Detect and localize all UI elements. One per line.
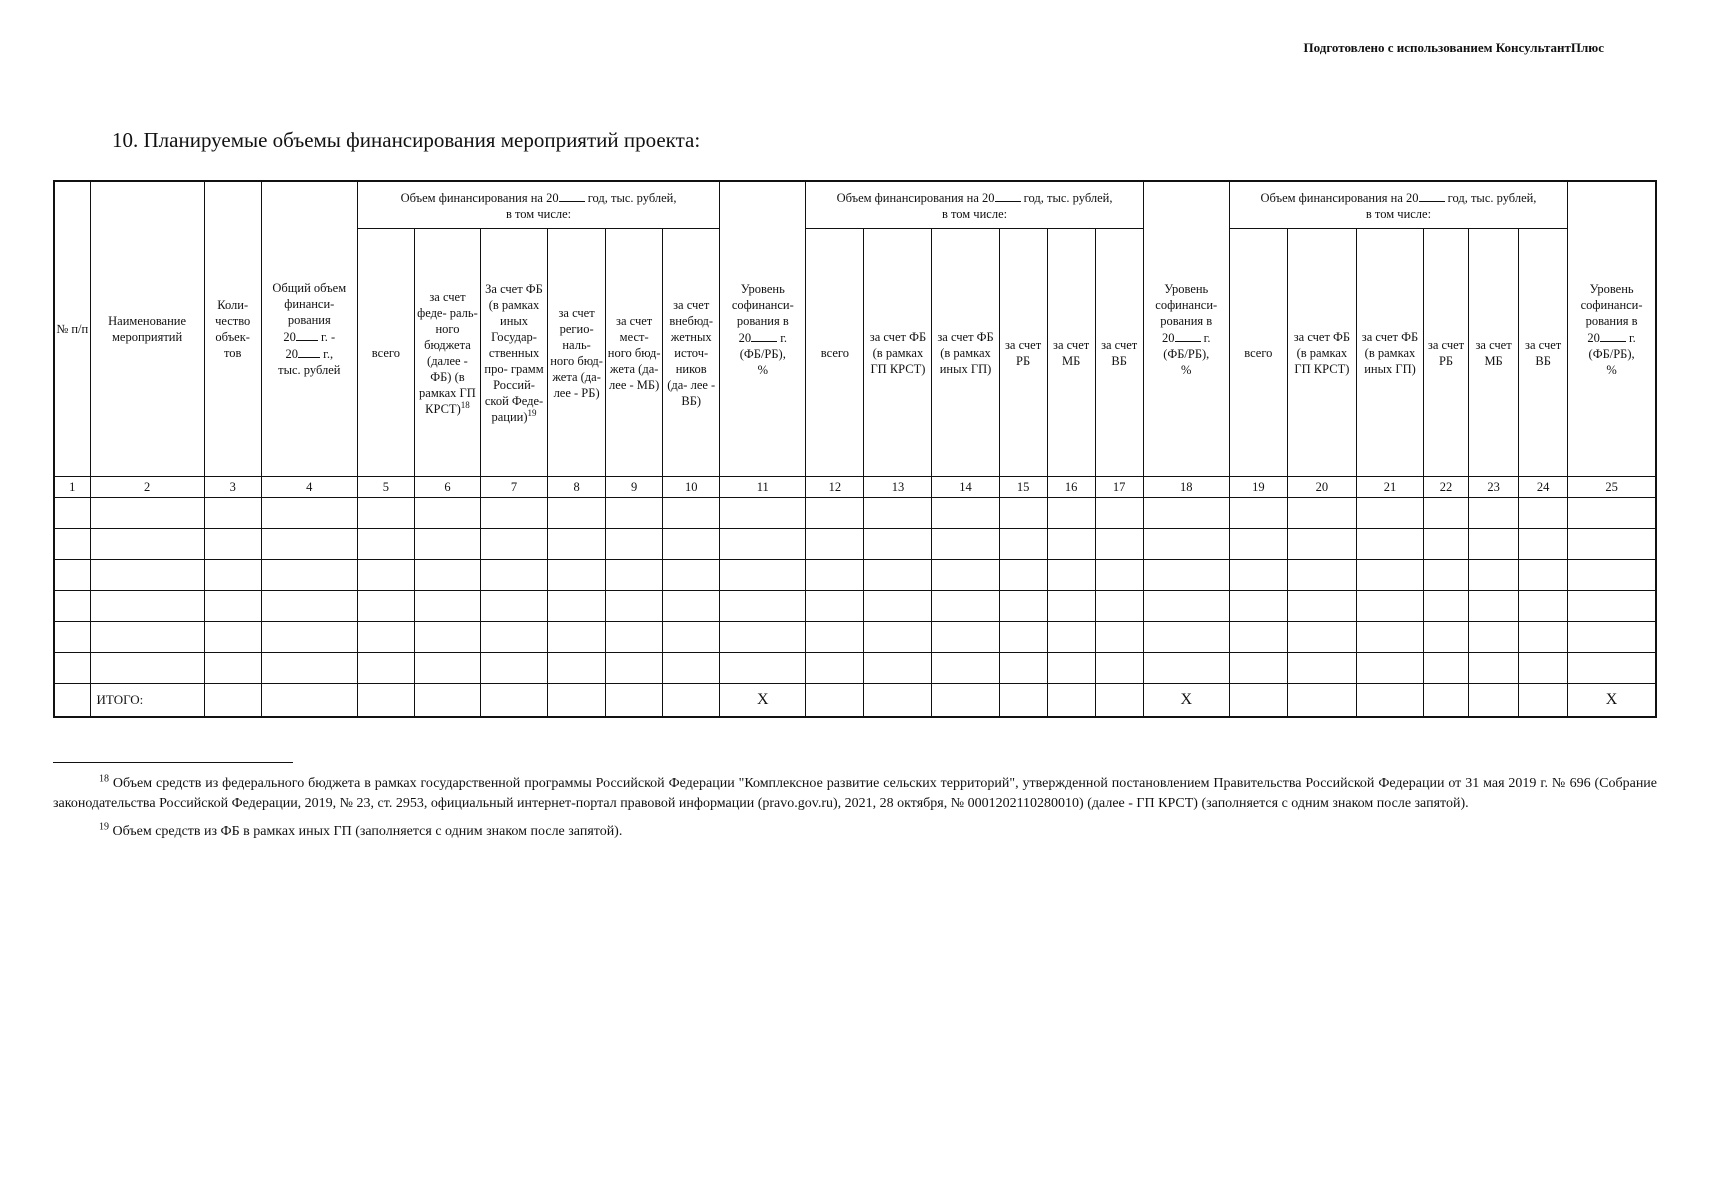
input-cell[interactable] [1469,591,1519,622]
column-number: 17 [1095,477,1143,498]
input-cell[interactable] [1143,498,1229,529]
header-total [261,181,357,477]
column-number: 6 [414,477,480,498]
group-head-3 [1229,181,1567,229]
footnote-19 [53,822,1657,842]
subheader-g3-3 [1356,229,1423,477]
subheader-text: за счет регио- наль- ного бюд- жета (да- лее - РБ) [550,305,603,400]
column-number: 13 [864,477,932,498]
subheader-text: за счет ФБ (в рамках ГП КРСТ) [1293,329,1351,376]
input-cell[interactable] [864,591,932,622]
input-cell[interactable] [999,653,1047,684]
total-year-end-suffix: г., [323,347,334,362]
level-year: 20 [1162,330,1175,345]
input-cell[interactable] [1229,591,1287,622]
total-cell [480,684,547,717]
input-cell[interactable] [663,498,720,529]
input-cell[interactable] [864,622,932,653]
input-cell[interactable] [1568,622,1656,653]
column-number: 25 [1568,477,1656,498]
subheader-text: всего [820,345,849,360]
input-cell[interactable] [548,498,606,529]
input-cell[interactable] [54,529,90,560]
input-cell[interactable] [204,591,261,622]
input-cell[interactable] [606,653,663,684]
input-cell[interactable] [90,560,204,591]
input-cell[interactable] [90,498,204,529]
input-cell[interactable] [1519,529,1568,560]
column-number: 3 [204,477,261,498]
input-cell[interactable] [1469,653,1519,684]
subheader-text: за счет МБ [1053,337,1090,368]
group-title-end: год, тыс. рублей, [1447,190,1537,205]
input-cell[interactable] [1356,591,1423,622]
header-count: Коли- чество объек- тов [204,181,261,477]
input-cell[interactable] [720,498,806,529]
input-cell[interactable] [720,622,806,653]
total-row [54,684,1656,717]
level-line1: Уровень софинанси- рования в [1155,281,1218,328]
input-cell[interactable] [1095,622,1143,653]
input-cell[interactable] [1424,653,1469,684]
input-cell[interactable] [1356,560,1423,591]
footnote-num: 19 [99,821,109,833]
input-cell[interactable] [414,498,480,529]
input-cell[interactable] [1047,529,1095,560]
input-cell[interactable] [1356,498,1423,529]
total-cell [1287,684,1356,717]
input-cell[interactable] [357,653,414,684]
section-title: 10. Планируемые объемы финансирования мероприятий проекта: [112,128,701,152]
input-cell[interactable] [1287,498,1356,529]
input-cell[interactable] [1287,622,1356,653]
input-cell[interactable] [414,560,480,591]
input-cell[interactable] [1143,653,1229,684]
input-cell[interactable] [480,498,547,529]
input-cell[interactable] [1095,653,1143,684]
input-cell[interactable] [1229,622,1287,653]
input-cell[interactable] [663,591,720,622]
input-cell[interactable] [999,560,1047,591]
input-cell[interactable] [261,653,357,684]
subheader-text: за счет внебюд- жетных источ- ников (да- лее - ВБ) [667,297,716,408]
level-year-suffix: г. [780,330,788,345]
input-cell[interactable] [720,653,806,684]
total-cell [1519,684,1568,717]
input-cell[interactable] [1424,622,1469,653]
column-number: 9 [606,477,663,498]
input-cell[interactable] [480,591,547,622]
footnote-rule [53,762,293,763]
column-number: 14 [932,477,999,498]
input-cell[interactable] [999,529,1047,560]
input-cell[interactable] [204,498,261,529]
total-cell [1095,684,1143,717]
footnote-ref: 19 [527,407,537,418]
input-cell[interactable] [1047,622,1095,653]
total-cell [204,684,261,717]
input-cell[interactable] [806,591,864,622]
input-cell[interactable] [90,653,204,684]
input-cell[interactable] [932,529,999,560]
column-number-row [54,477,1656,498]
subheader-text: за счет ФБ (в рамках иных ГП) [937,329,994,376]
total-cell [999,684,1047,717]
subheader-text: всего [1244,345,1273,360]
input-cell[interactable] [357,591,414,622]
total-year-start: 20 [283,330,296,345]
consultant-plus-note: Подготовлено с использованием КонсультантПлюс [1303,40,1604,55]
input-cell[interactable] [1229,560,1287,591]
input-cell[interactable] [548,653,606,684]
input-cell[interactable] [606,560,663,591]
not-applicable-mark: Х [1143,684,1229,717]
input-cell[interactable] [806,653,864,684]
input-cell[interactable] [1047,560,1095,591]
not-applicable-mark: Х [720,684,806,717]
header-level-3 [1568,181,1656,477]
input-cell[interactable] [1229,653,1287,684]
total-cell [806,684,864,717]
input-cell[interactable] [1095,560,1143,591]
input-cell[interactable] [90,529,204,560]
subheader-g1-1 [357,229,414,477]
input-cell[interactable] [1519,560,1568,591]
subheader-g1-5 [606,229,663,477]
level-line1: Уровень софинанси- рования в [1580,281,1643,328]
input-cell[interactable] [1287,560,1356,591]
input-cell[interactable] [806,560,864,591]
column-number: 20 [1287,477,1356,498]
footnote-ref: 18 [460,399,470,410]
column-number: 10 [663,477,720,498]
input-cell[interactable] [1424,529,1469,560]
input-cell[interactable] [1095,591,1143,622]
subheader-text: за счет ФБ (в рамках иных ГП) [1361,329,1419,376]
subheader-text: за счет ВБ [1101,337,1138,368]
input-cell[interactable] [1519,498,1568,529]
column-number: 16 [1047,477,1095,498]
input-cell[interactable] [1047,498,1095,529]
total-cell [932,684,999,717]
input-cell[interactable] [1143,529,1229,560]
input-cell[interactable] [1287,591,1356,622]
input-cell[interactable] [54,653,90,684]
subheader-text: за счет феде- раль- ного бюджета (далее - ФБ) (в рамках ГП КРСТ) [417,289,478,416]
footnote-18 [53,774,1657,814]
level-unit: % [1181,362,1192,377]
total-cell [606,684,663,717]
input-cell[interactable] [606,498,663,529]
input-cell[interactable] [999,591,1047,622]
header-level-1 [720,181,806,477]
input-cell[interactable] [1568,591,1656,622]
input-cell[interactable] [1095,529,1143,560]
input-cell[interactable] [548,622,606,653]
input-cell[interactable] [1287,653,1356,684]
input-cell[interactable] [1143,560,1229,591]
footnote-text: Объем средств из федерального бюджета в рамках государственной программы Российской Федерации "Комплексное развитие сельских территорий", утвержденной постановлением Правительства Российской Федерации от 31 мая 2019 г. № 696 (Собрание законодательства Российской Федерации, 2019, № 23, ст. 2953, официальный интернет-портал правовой информации (pravo.gov.ru), 2021, 28 октября, № 0001202110280010) (далее - ГП КРСТ) (заполняется с одним знаком после запятой). [53,776,1658,811]
total-cell [1424,684,1469,717]
level-year: 20 [738,330,752,345]
input-cell[interactable] [1095,498,1143,529]
column-number: 18 [1143,477,1229,498]
total-cell [1469,684,1519,717]
input-cell[interactable] [1356,622,1423,653]
group-title-end: год, тыс. рублей, [587,190,677,205]
input-cell[interactable] [54,591,90,622]
total-cell [261,684,357,717]
input-cell[interactable] [1229,498,1287,529]
column-number: 12 [806,477,864,498]
subheader-g2-4 [999,229,1047,477]
input-cell[interactable] [1229,529,1287,560]
input-cell[interactable] [414,591,480,622]
subheader-g1-3 [480,229,547,477]
subheader-text: за счет ФБ (в рамках ГП КРСТ) [869,329,927,376]
input-cell[interactable] [1519,653,1568,684]
footnote-num: 18 [99,773,109,785]
total-line1: Общий объем финанси- рования [272,281,347,328]
group-subtitle: в том числе: [941,206,1008,221]
input-cell[interactable] [606,591,663,622]
footnotes [53,774,1657,850]
input-cell[interactable] [414,653,480,684]
subheader-g2-5 [1047,229,1095,477]
group-title-start: Объем финансирования на 20 [1260,190,1419,205]
input-cell[interactable] [864,560,932,591]
input-cell[interactable] [548,529,606,560]
input-cell[interactable] [806,622,864,653]
subheader-text: За счет ФБ (в рамках иных Государ- ственных про- грамм Россий- ской Феде- рации) [484,281,544,424]
input-cell[interactable] [932,498,999,529]
input-cell[interactable] [720,591,806,622]
input-cell[interactable] [54,622,90,653]
total-cell [357,684,414,717]
subheader-g2-2 [864,229,932,477]
level-unit: % [1606,362,1617,377]
input-cell[interactable] [720,529,806,560]
input-cell[interactable] [1469,498,1519,529]
input-cell[interactable] [480,560,547,591]
input-cell[interactable] [1469,560,1519,591]
column-number: 1 [54,477,90,498]
input-cell[interactable] [414,529,480,560]
level-year: 20 [1587,330,1600,345]
input-cell[interactable] [606,622,663,653]
table-row [54,529,1656,560]
total-cell [548,684,606,717]
input-cell[interactable] [663,529,720,560]
table-row [54,498,1656,529]
input-cell[interactable] [90,622,204,653]
subheader-g3-2 [1287,229,1356,477]
column-number: 7 [480,477,547,498]
total-cell [414,684,480,717]
total-label: ИТОГО: [90,684,204,717]
input-cell[interactable] [1143,622,1229,653]
input-cell[interactable] [932,622,999,653]
input-cell[interactable] [90,591,204,622]
column-number: 11 [720,477,806,498]
input-cell[interactable] [1424,591,1469,622]
header-level-2 [1143,181,1229,477]
level-line3: (ФБ/РБ), [739,346,786,361]
table-row [54,622,1656,653]
input-cell[interactable] [1568,560,1656,591]
total-year-end: 20 [285,347,298,362]
subheader-text: за счет РБ [1004,337,1042,368]
input-cell[interactable] [1568,529,1656,560]
input-cell[interactable] [606,529,663,560]
footnote-text: Объем средств из ФБ в рамках иных ГП (заполняется с одним знаком после запятой). [112,824,623,839]
subheader-g3-1 [1229,229,1287,477]
input-cell[interactable] [1287,529,1356,560]
level-unit: % [757,362,768,377]
input-cell[interactable] [1356,529,1423,560]
input-cell[interactable] [261,529,357,560]
input-cell[interactable] [1568,653,1656,684]
input-cell[interactable] [204,653,261,684]
input-cell[interactable] [932,653,999,684]
input-cell[interactable] [999,498,1047,529]
input-cell[interactable] [1356,653,1423,684]
group-subtitle: в том числе: [1365,206,1432,221]
subheader-g1-4 [548,229,606,477]
subheader-g2-1 [806,229,864,477]
input-cell[interactable] [1519,622,1568,653]
input-cell[interactable] [357,498,414,529]
input-cell[interactable] [357,529,414,560]
subheader-text: всего [371,345,400,360]
table-row [54,591,1656,622]
group-title-start: Объем финансирования на 20 [836,190,995,205]
table-row [54,653,1656,684]
subheader-g3-4 [1424,229,1469,477]
input-cell[interactable] [261,591,357,622]
financing-table [53,180,1657,718]
input-cell[interactable] [548,591,606,622]
input-cell[interactable] [261,560,357,591]
input-cell[interactable] [480,653,547,684]
header-name: Наименование мероприятий [90,181,204,477]
group-title-start: Объем финансирования на 20 [400,190,559,205]
total-cell [54,684,90,717]
input-cell[interactable] [663,653,720,684]
input-cell[interactable] [1047,653,1095,684]
input-cell[interactable] [663,622,720,653]
subheader-g3-6 [1519,229,1568,477]
group-title-end: год, тыс. рублей, [1023,190,1113,205]
input-cell[interactable] [806,498,864,529]
input-cell[interactable] [1519,591,1568,622]
input-cell[interactable] [54,498,90,529]
input-cell[interactable] [204,529,261,560]
header-row-1 [54,181,1656,229]
input-cell[interactable] [548,560,606,591]
level-line3: (ФБ/РБ), [1588,346,1635,361]
subheader-text: за счет МБ [1475,337,1512,368]
table-row [54,560,1656,591]
subheader-g2-3 [932,229,999,477]
column-number: 23 [1469,477,1519,498]
input-cell[interactable] [663,560,720,591]
not-applicable-mark: Х [1568,684,1656,717]
level-year-suffix: г. [1203,330,1211,345]
subheader-text: за счет ВБ [1525,337,1562,368]
input-cell[interactable] [864,653,932,684]
column-number: 22 [1424,477,1469,498]
column-number: 21 [1356,477,1423,498]
input-cell[interactable] [1424,560,1469,591]
total-cell [1047,684,1095,717]
input-cell[interactable] [204,560,261,591]
level-line3: (ФБ/РБ), [1163,346,1210,361]
subheader-g1-2 [414,229,480,477]
input-cell[interactable] [1469,529,1519,560]
header-num: № п/п [54,181,90,477]
total-cell [1356,684,1423,717]
input-cell[interactable] [357,622,414,653]
input-cell[interactable] [1143,591,1229,622]
column-number: 24 [1519,477,1568,498]
input-cell[interactable] [720,560,806,591]
subheader-text: за счет мест- ного бюд- жета (да- лее - МБ) [607,313,661,392]
group-subtitle: в том числе: [505,206,572,221]
input-cell[interactable] [480,529,547,560]
total-cell [1229,684,1287,717]
subheader-g3-5 [1469,229,1519,477]
input-cell[interactable] [1568,498,1656,529]
group-head-1 [357,181,719,229]
total-cell [663,684,720,717]
input-cell[interactable] [261,498,357,529]
input-cell[interactable] [480,622,547,653]
group-head-2 [806,181,1143,229]
input-cell[interactable] [932,560,999,591]
input-cell[interactable] [864,529,932,560]
input-cell[interactable] [806,529,864,560]
level-line1: Уровень софинанси- рования в [731,281,794,328]
column-number: 8 [548,477,606,498]
total-cell [864,684,932,717]
column-number: 2 [90,477,204,498]
subheader-g2-6 [1095,229,1143,477]
column-number: 15 [999,477,1047,498]
column-number: 19 [1229,477,1287,498]
input-cell[interactable] [357,560,414,591]
total-unit: тыс. рублей [278,363,341,378]
column-number: 5 [357,477,414,498]
subheader-g1-6 [663,229,720,477]
level-year-suffix: г. [1628,330,1636,345]
input-cell[interactable] [261,622,357,653]
input-cell[interactable] [1469,622,1519,653]
total-year-start-suffix: г. - [321,330,336,345]
input-cell[interactable] [204,622,261,653]
input-cell[interactable] [999,622,1047,653]
input-cell[interactable] [414,622,480,653]
input-cell[interactable] [54,560,90,591]
column-number: 4 [261,477,357,498]
input-cell[interactable] [1424,498,1469,529]
subheader-text: за счет РБ [1427,337,1465,368]
input-cell[interactable] [932,591,999,622]
input-cell[interactable] [864,498,932,529]
input-cell[interactable] [1047,591,1095,622]
